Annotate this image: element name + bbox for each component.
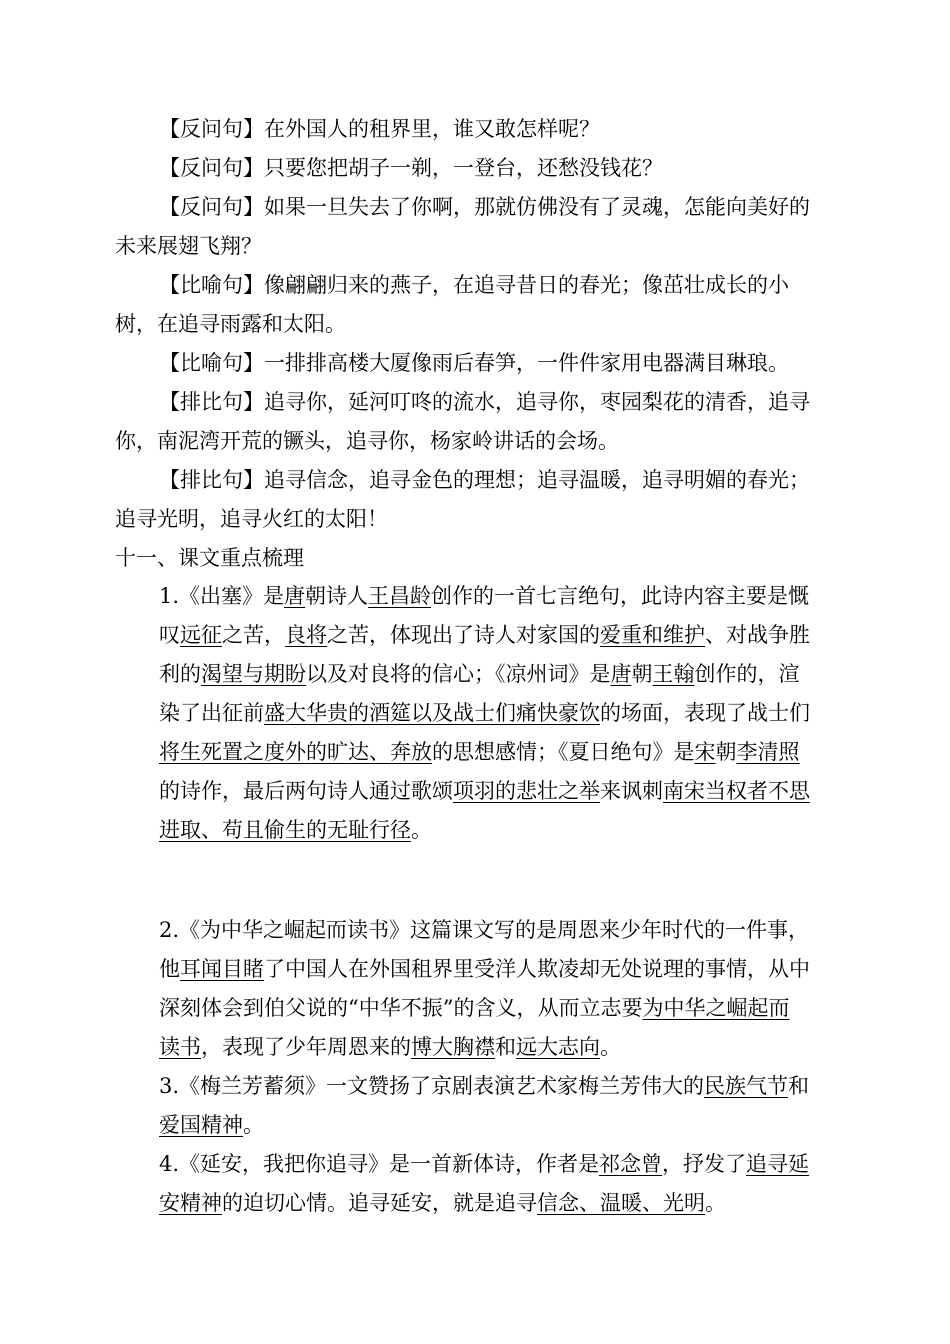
answer-underline: 将生死置之度外的旷达、奔放 (159, 740, 432, 764)
answer-underline: 爱重和维护 (600, 623, 705, 647)
section-heading: 十一、课文重点梳理 (115, 546, 304, 570)
sentence-example (159, 461, 859, 500)
sentence-continuation (115, 305, 855, 344)
sentence-text: 如果一旦失去了你啊，那就仿佛没有了灵魂，怎能向美好的 (264, 195, 810, 219)
sentence-text: 追寻光明，追寻火红的太阳！ (115, 507, 388, 531)
sentence-example (159, 188, 859, 227)
sentence-continuation (115, 227, 855, 266)
answer-underline: 王翰 (652, 662, 695, 686)
sentence-example (159, 383, 859, 422)
answer-underline: 追寻延 (746, 1152, 810, 1176)
answer-underline: 南宋当权者不思 (663, 779, 810, 803)
answer-underline: 李清照 (736, 740, 800, 764)
sentence-example (159, 344, 859, 383)
sentence-text: 只要您把胡子一剃，一登台，还愁没钱花？ (264, 156, 663, 180)
point-2-paragraph: 2.《为中华之崛起而读书》这篇课文写的是周恩来少年时代的一件事， 他耳闻目睹了中国人在外国租界里受洋人欺凌却无处说理的事情，从中 深刻体会到伯父说的“中华不振”的含义，从而立志要为中华之崛起而 读书，表现了少年周恩来的博大胸襟和远大志向。 (159, 918, 810, 1059)
answer-underline: 信念、温暖、光明 (537, 1191, 705, 1215)
sentence-tag: 【比喻句】 (159, 273, 264, 297)
sentence-continuation (115, 422, 855, 461)
sentence-text: 追寻信念，追寻金色的理想；追寻温暖，追寻明媚的春光； (264, 468, 810, 492)
sentence-tag: 【反问句】 (159, 156, 264, 180)
sentence-text: 追寻你，延河叮咚的流水，追寻你，枣园梨花的清香，追寻 (264, 390, 810, 414)
point-4-paragraph: 4.《延安，我把你追寻》是一首新体诗，作者是祁念曾，抒发了追寻延 安精神的迫切心情。追寻延安，就是追寻信念、温暖、光明。 (159, 1152, 810, 1215)
answer-underline: 盛大华贵的酒筵以及战士们痛快豪饮 (264, 701, 600, 725)
sentence-text: 树，在追寻雨露和太阳。 (115, 312, 346, 336)
sentence-example (159, 110, 859, 149)
sentence-tag: 【排比句】 (159, 390, 264, 414)
point-1-paragraph: 1.《出塞》是唐朝诗人王昌龄创作的一首七言绝句，此诗内容主要是慨 叹远征之苦，良将之苦，体现出了诗人对家国的爱重和维护、对战争胜 利的渴望与期盼以及对良将的信心；《凉州词》是唐朝王翰创作的，渲 染了出征前盛大华贵的酒筵以及战士们痛快豪饮的场面，表现了战士们 将生死置之度外的旷达、奔放的思想感情；《夏日绝句》是宋朝李清照 的诗作，最后两句诗人通过歌颂项羽的悲壮之举来讽刺南宋当权者不思 进取、苟且偷生的无耻行径。 (159, 584, 810, 842)
sentence-continuation (115, 500, 855, 539)
answer-underline: 远征 (180, 623, 222, 647)
sentence-tag: 【反问句】 (159, 195, 264, 219)
answer-underline: 博大胸襟 (411, 1035, 495, 1059)
answer-underline: 渴望与期盼 (201, 662, 306, 686)
sentence-text: 一排排高楼大厦像雨后春笋，一件件家用电器满目琳琅。 (264, 351, 789, 375)
answer-underline: 唐 (610, 662, 632, 686)
sentence-example (159, 149, 859, 188)
sentence-text: 未来展翅飞翔？ (115, 234, 262, 258)
answer-underline: 王昌龄 (368, 584, 432, 608)
sentence-text: 你，南泥湾开荒的镢头，追寻你，杨家岭讲话的会场。 (115, 429, 619, 453)
sentence-example (159, 266, 859, 305)
answer-underline: 爱国精神 (159, 1113, 243, 1137)
point-3-paragraph: 3.《梅兰芳蓄须》一文赞扬了京剧表演艺术家梅兰芳伟大的民族气节和 爱国精神。 (159, 1074, 810, 1137)
answer-underline: 宋 (694, 740, 716, 764)
answer-underline: 远大志向 (516, 1035, 600, 1059)
answer-underline: 耳闻目睹 (180, 957, 264, 981)
answer-underline: 安精神 (159, 1191, 222, 1215)
answer-underline: 祁念曾 (599, 1152, 663, 1176)
answer-underline: 唐 (284, 584, 306, 608)
answer-underline: 良将 (285, 623, 327, 647)
sentence-text: 在外国人的租界里，谁又敢怎样呢？ (264, 117, 600, 141)
sentence-text: 像翩翩归来的燕子，在追寻昔日的春光；像茁壮成长的小 (264, 273, 789, 297)
sentence-tag: 【反问句】 (159, 117, 264, 141)
answer-underline: 民族气节 (704, 1074, 789, 1098)
sentence-tag: 【排比句】 (159, 468, 264, 492)
sentence-tag: 【比喻句】 (159, 351, 264, 375)
answer-underline: 为中华之崛起而 (642, 996, 790, 1020)
answer-underline: 项羽的悲壮之举 (453, 779, 600, 803)
answer-underline: 进取、苟且偷生的无耻行径 (159, 818, 411, 842)
answer-underline: 读书 (159, 1035, 201, 1059)
